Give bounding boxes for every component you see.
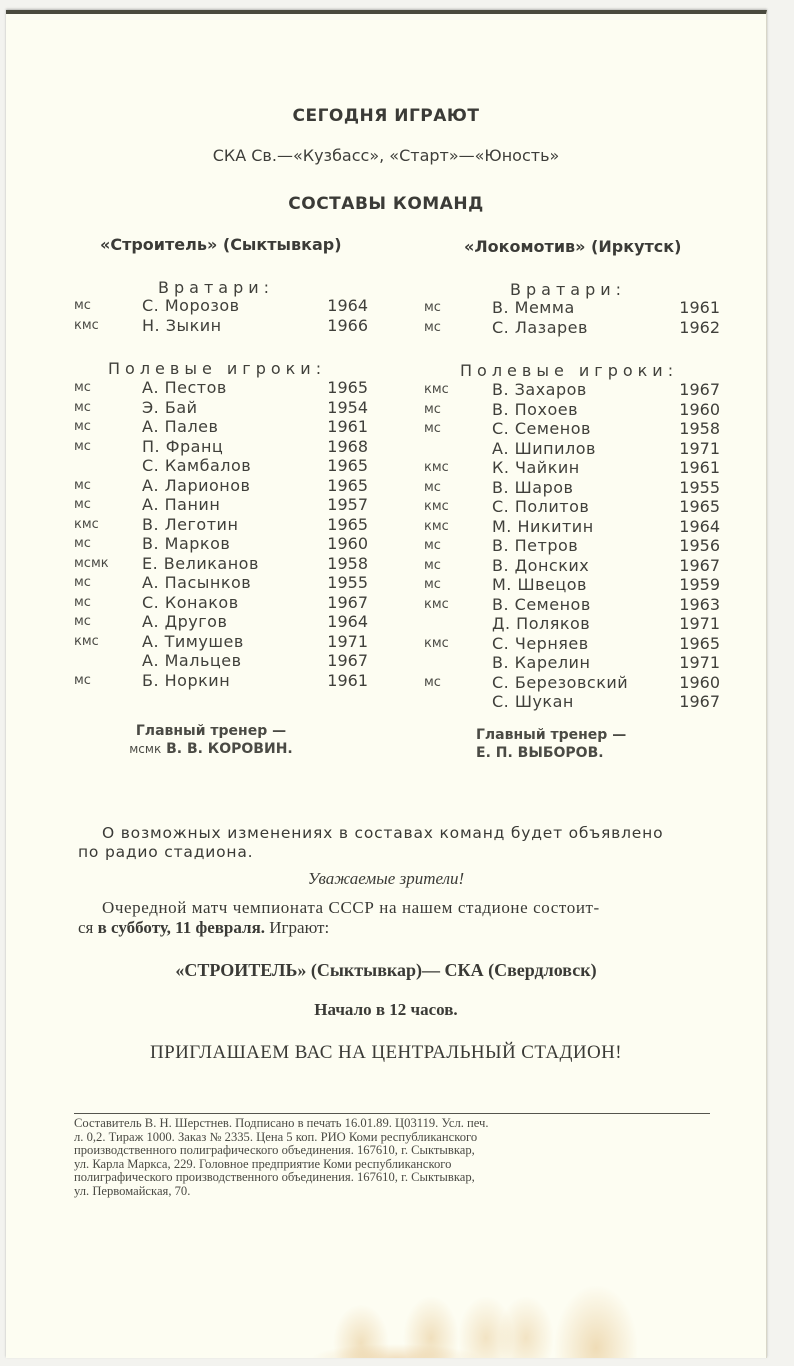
field-players-label: Полевые игроки: [460,361,679,380]
player-name: В. Захаров [492,380,587,399]
player-year: 1964 [327,296,368,315]
imprint-line: Составитель В. Н. Шерстнев. Подписано в печать 16.01.89. Ц03119. Усл. печ. [74,1116,489,1130]
next-match-teams [6,960,766,981]
player-rank: мс [74,477,91,493]
player-rank: мс [424,401,441,417]
coach-name: В. В. КОРОВИН. [166,741,293,757]
coach-label: Главный тренер — [476,727,627,743]
next-match-prefix: ся [78,918,94,937]
player-rank: мс [424,557,441,573]
next-match-line1: Очередной матч чемпионата СССР на нашем стадионе состоит- [102,898,600,917]
player-rank: мс [424,300,441,315]
player-rank: мс [74,438,91,454]
player-row [74,296,368,315]
player-rank: кмс [424,635,449,651]
player-year: 1967 [679,380,720,399]
player-row [74,651,368,670]
player-rank: мс [424,421,441,436]
player-rank: мс [424,320,441,335]
player-name: Б. Норкин [142,670,231,690]
player-row [74,632,368,651]
player-year: 1971 [679,438,720,458]
player-year: 1966 [327,316,368,335]
player-name: С. Лазарев [492,318,588,337]
imprint-line: полиграфического производственного объединения. 167610, г. Сыктывкар, [74,1170,475,1184]
player-row [424,634,720,653]
player-name: С. Березовский [492,672,629,692]
player-name: С. Конаков [142,592,239,612]
player-name: М. Швецов [492,575,587,594]
imprint-line: ул. Первомайская, 70. [74,1183,191,1198]
player-year: 1961 [327,417,368,436]
player-name: С. Семенов [492,419,591,438]
player-row [424,673,720,692]
start-time: Начало в 12 часов. [314,1000,458,1019]
player-row [424,419,720,438]
player-year: 1965 [679,633,720,653]
player-row [424,595,720,614]
player-rank: мс [424,538,441,553]
player-name: Э. Бай [142,397,198,417]
player-year: 1955 [327,573,368,592]
next-match-line2 [78,918,329,938]
imprint-line: ул. Карла Маркса, 229. Головное предприятие Коми республиканского [74,1156,452,1171]
player-year: 1965 [679,497,720,516]
field-players-label: Полевые игроки: [108,359,327,378]
team-name: «Строитель» (Сыктывкар) [100,235,342,254]
player-row [74,417,368,436]
player-year: 1955 [679,477,720,497]
divider [74,1113,710,1114]
player-rank: кмс [424,460,449,475]
player-row [74,554,368,573]
player-year: 1961 [327,670,368,690]
program-page [6,10,767,1358]
player-rank: кмс [74,318,99,333]
head-coach [86,722,336,758]
player-year: 1967 [679,555,720,575]
team-name: «Локомотив» (Иркутск) [464,237,682,256]
home-team: «СТРОИТЕЛЬ» [175,960,307,980]
player-year: 1960 [679,672,720,692]
player-name: С. Политов [492,497,590,516]
player-row [424,556,720,575]
player-year: 1967 [327,651,368,670]
player-rank: мс [74,672,91,688]
player-year: 1960 [679,399,720,419]
player-year: 1958 [679,419,720,438]
player-name: Н. Зыкин [142,316,222,335]
player-year: 1965 [327,378,368,397]
player-rank: мс [424,577,441,592]
player-rank: мсмк [74,555,109,571]
player-row [424,653,720,672]
player-year: 1971 [679,653,720,672]
player-year: 1964 [327,612,368,631]
player-row [424,439,720,458]
player-year: 1965 [327,475,368,495]
player-rank: мс [74,497,91,512]
player-year: 1965 [327,514,368,534]
player-year: 1963 [679,594,720,614]
water-stain [196,1248,756,1358]
player-rank: мс [74,399,91,415]
player-year: 1962 [679,318,720,337]
player-name: С. Камбалов [142,456,252,475]
player-name: А. Шипилов [492,438,596,458]
coach-name-line [476,744,676,762]
player-name: В. Донских [492,555,590,575]
coach-rank: мсмк [129,742,162,756]
player-year: 1957 [327,495,368,514]
player-row [74,456,368,475]
player-row [424,614,720,633]
player-rank: мс [74,575,91,590]
player-year: 1964 [679,516,720,536]
player-rank: мс [424,674,441,690]
player-row [74,515,368,534]
player-row [74,398,368,417]
player-row [74,671,368,690]
player-name: А. Ларионов [142,475,251,495]
player-row [74,612,368,631]
player-year: 1967 [679,692,720,711]
player-name: К. Чайкин [492,458,580,477]
imprint [74,1117,712,1198]
player-name: А. Пасынков [142,573,252,592]
player-row [424,318,720,337]
player-rank: мс [74,594,91,610]
player-name: Е. Великанов [142,553,259,573]
changes-notice-line1: О возможных изменениях в составах команд будет объявлено [102,824,664,842]
player-name: В. Похоев [492,399,578,419]
player-year: 1971 [327,631,368,651]
player-name: А. Тимушев [142,631,244,651]
player-year: 1958 [327,553,368,573]
player-rank: кмс [424,499,449,514]
player-name: С. Черняев [492,633,589,653]
player-row [424,692,720,711]
player-name: В. Карелин [492,653,591,672]
player-year: 1968 [327,436,368,456]
player-rank: мс [74,380,91,395]
player-row [424,575,720,594]
coach-name: Е. П. ВЫБОРОВ. [476,745,604,761]
away-city: (Свердловск) [488,960,597,980]
player-year: 1961 [679,458,720,477]
player-name: А. Палев [142,417,219,436]
player-year: 1971 [679,614,720,633]
player-name: Д. Поляков [492,614,591,633]
player-name: А. Другов [142,612,228,631]
player-row [424,478,720,497]
player-rank: кмс [74,516,99,532]
player-rank: мс [74,298,91,313]
player-row [424,536,720,555]
page-title: СЕГОДНЯ ИГРАЮТ [292,106,480,126]
player-name: А. Мальцев [142,651,242,670]
player-row [74,316,368,335]
player-year: 1954 [327,397,368,417]
player-row [424,298,720,317]
goalkeepers-label: Вратари: [158,278,275,297]
player-row [74,476,368,495]
player-row [424,380,720,399]
imprint-line: л. 0,2. Тираж 1000. Заказ № 2335. Цена 5 коп. РИО Коми республиканского [74,1129,478,1144]
player-rank: мс [74,614,91,629]
next-match-date: в субботу, 11 февраля. [97,918,266,937]
home-city: (Сыктывкар)— [310,960,441,980]
player-name: В. Семенов [492,594,591,614]
player-rank: мс [424,479,441,495]
player-rank: кмс [74,633,99,649]
player-row [424,517,720,536]
player-name: В. Мемма [492,298,575,317]
player-name: С. Морозов [142,296,240,315]
player-rank: кмс [424,518,449,534]
player-row [74,593,368,612]
imprint-line: производственного полиграфического объединения. 167610, г. Сыктывкар, [74,1143,475,1157]
player-row [74,378,368,397]
coach-name-line [86,740,336,758]
player-year: 1959 [679,575,720,594]
player-name: А. Панин [142,495,221,514]
player-row [424,400,720,419]
head-coach [476,726,676,762]
player-row [74,495,368,514]
greeting: Уважаемые зрители! [307,869,465,888]
invitation: ПРИГЛАШАЕМ ВАС НА ЦЕНТРАЛЬНЫЙ СТАДИОН! [150,1042,622,1063]
player-name: В. Леготин [142,514,239,534]
player-row [424,497,720,516]
rosters-title: СОСТАВЫ КОМАНД [288,194,484,214]
player-year: 1965 [327,456,368,475]
player-name: В. Петров [492,536,579,555]
today-matches: СКА Св.—«Кузбасс», «Старт»—«Юность» [212,146,560,165]
next-match-suffix: Играют: [269,918,330,937]
player-year: 1967 [327,592,368,612]
player-rank: мс [74,536,91,551]
player-rank: кмс [424,596,449,612]
changes-notice-line2: по радио стадиона. [78,843,254,861]
player-row [74,437,368,456]
player-row [424,458,720,477]
player-rank: кмс [424,382,449,397]
player-name: П. Франц [142,436,224,456]
player-row [74,573,368,592]
player-rank: мс [74,419,91,434]
player-year: 1956 [679,536,720,555]
goalkeepers-label: Вратари: [510,280,627,299]
player-name: А. Пестов [142,378,227,397]
player-name: В. Марков [142,534,231,553]
player-row [74,534,368,553]
player-year: 1960 [327,534,368,553]
player-name: С. Шукан [492,692,574,711]
player-name: М. Никитин [492,516,594,536]
away-team: СКА [444,960,484,980]
coach-label: Главный тренер — [135,723,287,739]
player-year: 1961 [679,298,720,317]
player-name: В. Шаров [492,477,574,497]
